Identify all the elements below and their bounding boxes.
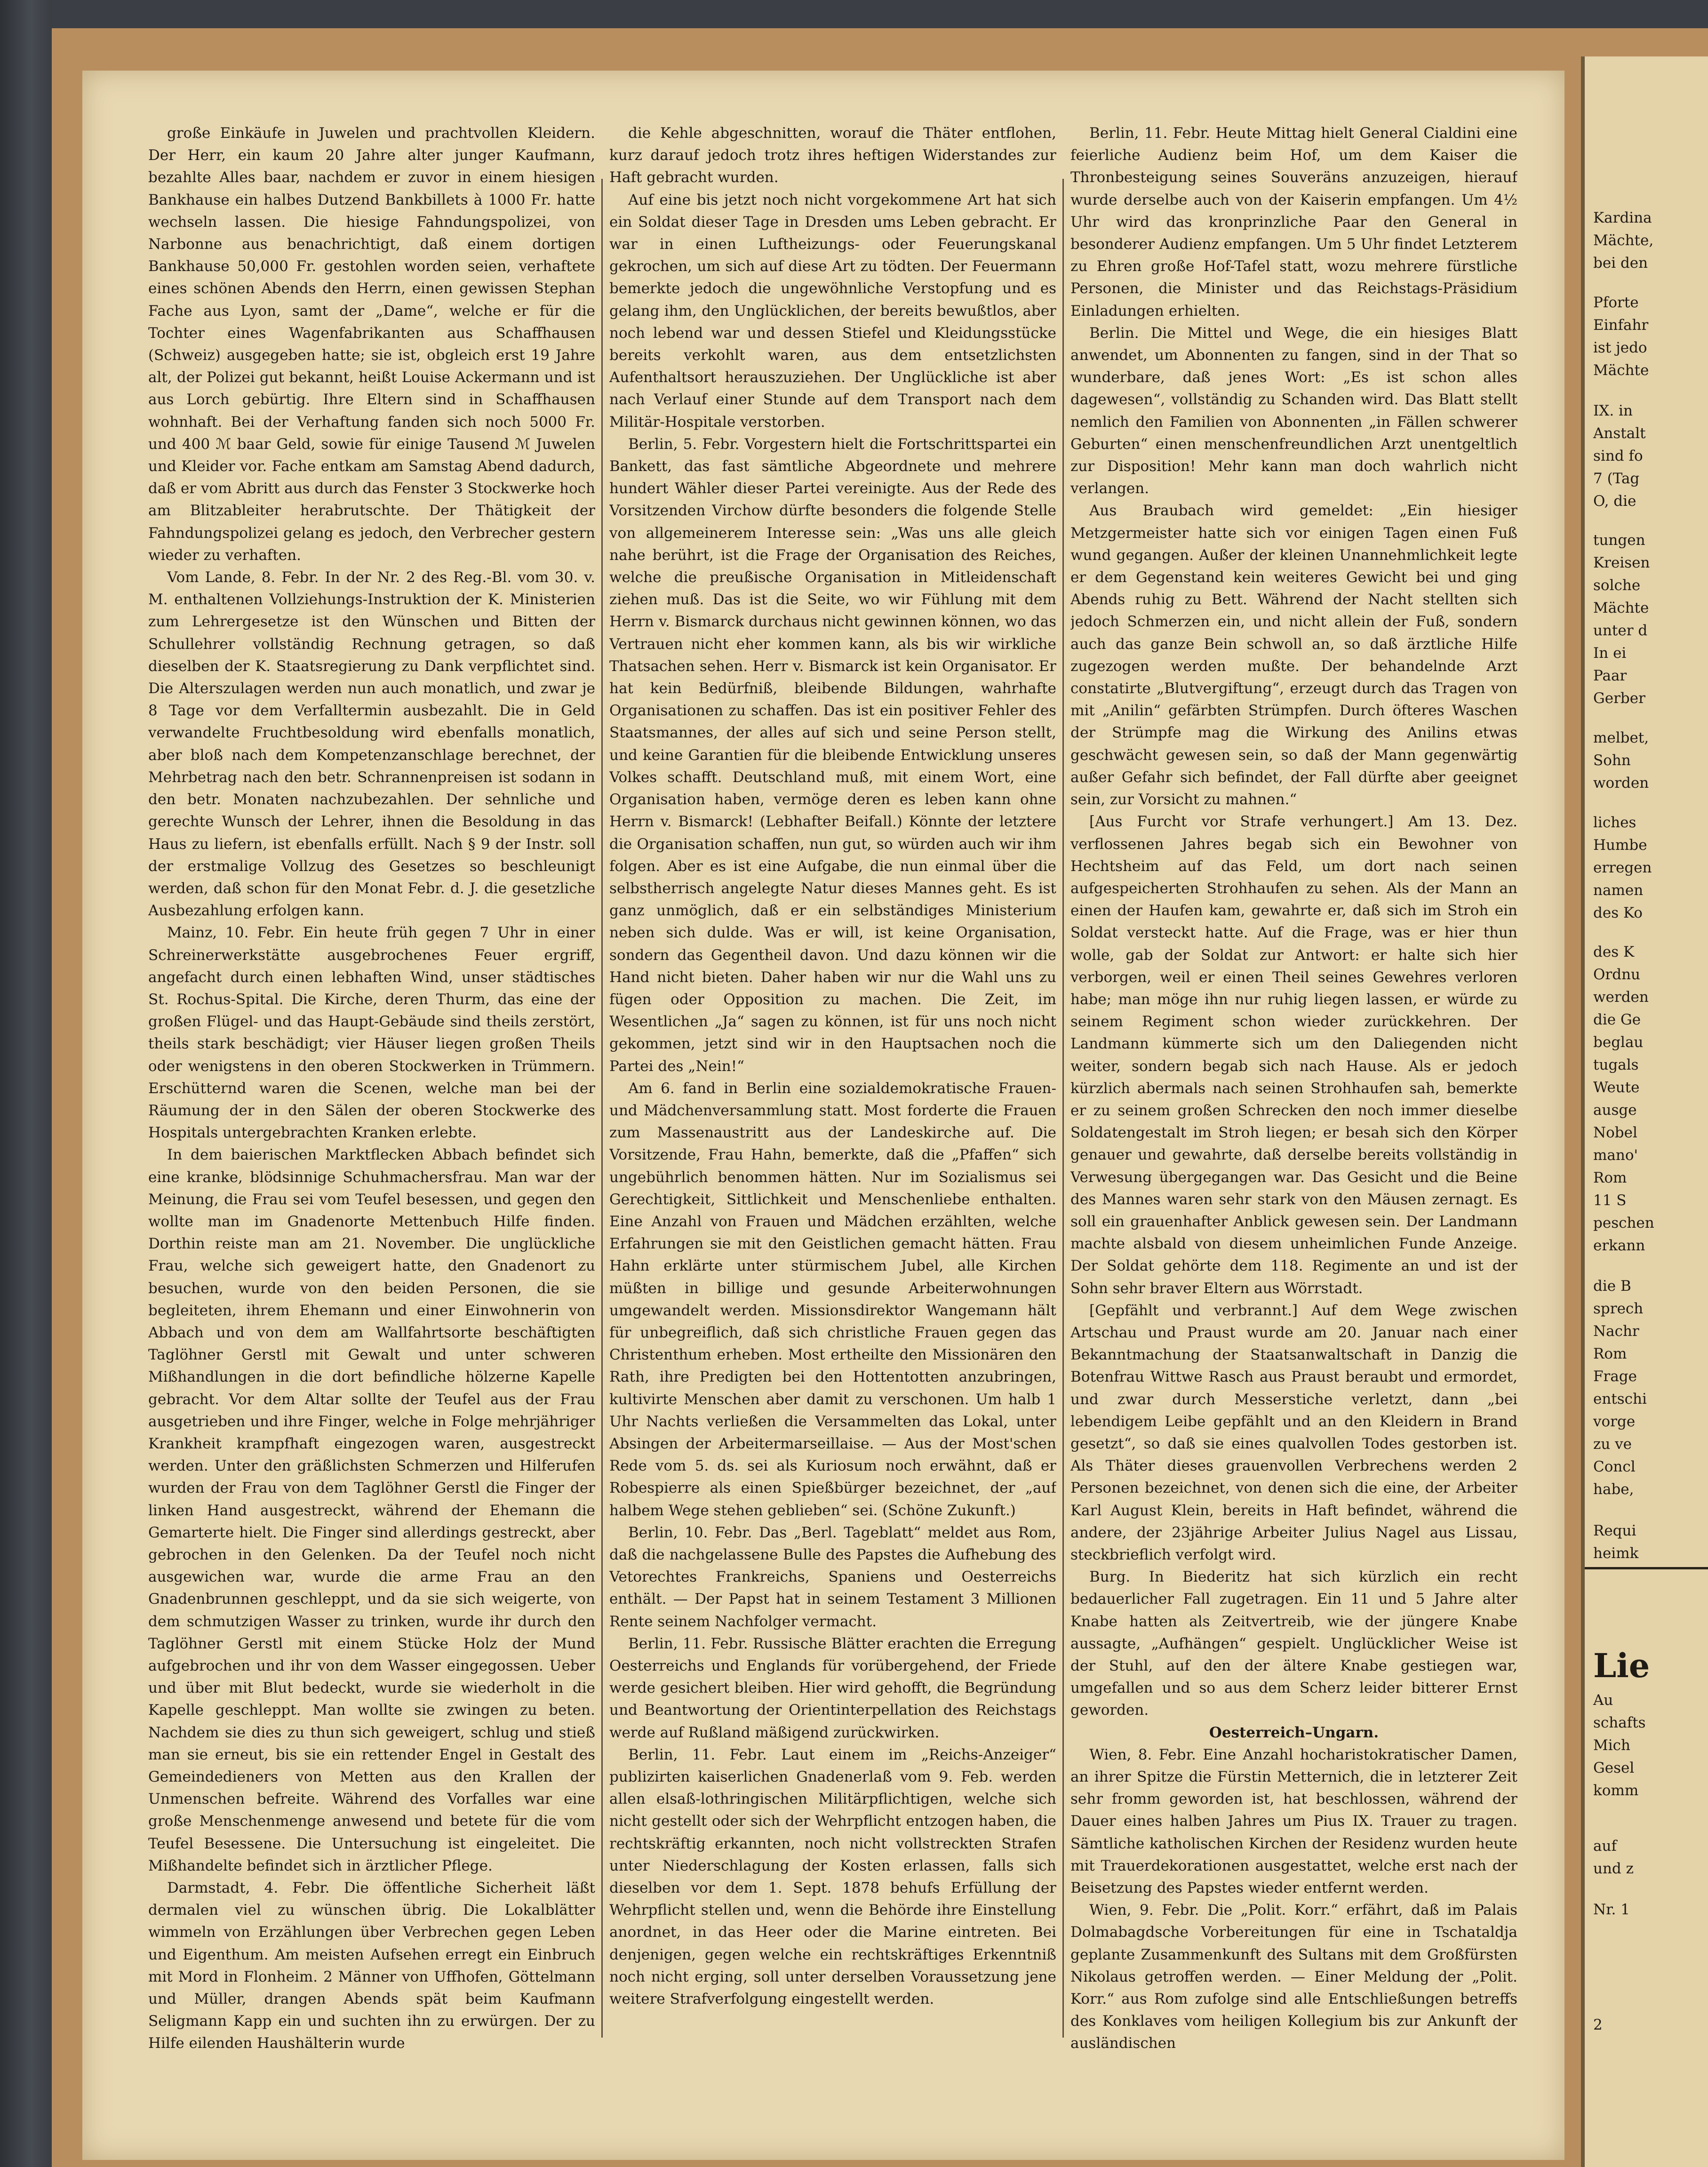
next-page-fragment: O, die [1593, 493, 1636, 510]
article-paragraph: Berlin, 11. Febr. Russische Blätter erachten die Erregung Oesterreichs und Englands für vorübergehend, der Friede werde gesichert bleiben. Hier wird gehofft, die Begründung und Beantwortung der Orientinterpellation des Reichstags werde auf Rußland mäßigend zurückwirken. [609, 1635, 1056, 1741]
next-page-rule [1585, 1567, 1708, 1569]
column-1 [148, 122, 595, 2075]
next-page-fragment: sind fo [1593, 448, 1643, 464]
next-page-fragment: Gesel [1593, 1759, 1635, 1776]
next-page-fragment: Au [1593, 1692, 1613, 1709]
next-page-fragment: und z [1593, 1860, 1634, 1877]
article-paragraph: Vom Lande, 8. Febr. In der Nr. 2 des Reg.-Bl. vom 30. v. M. enthaltenen Vollziehungs-Instruktion der K. Ministerien zum Lehrergesetze ist den Wünschen und Bitten der Schullehrer vollständig Rechnung getragen, so daß dieselben der K. Staatsregierung zu Dank verpflichtet sind. Die Alterszulagen werden nun auch monatlich, und zwar je 8 Tage vor dem Verfalltermin ausbezahlt. Die in Geld verwandelte Fruchtbesoldung wird ebenfalls monatlich, aber bloß nach dem Kompetenzanschlage berechnet, der Mehrbetrag nach den betr. Schrannenpreisen ist sodann in den betr. Monaten nachzubezahlen. Der sehnliche und gerechte Wunsch der Lehrer, ihnen die Besoldung in das Haus zu liefern, ist ebenfalls erfüllt. Nach § 9 der Instr. soll der erstmalige Vollzug des Gesetzes so beschleunigt werden, daß schon für den Monat Febr. d. J. die gesetzliche Ausbezahlung erfolgen kann. [148, 569, 595, 920]
next-page-fragment: Weute [1593, 1079, 1640, 1096]
next-page-fragment: Frage [1593, 1368, 1637, 1385]
article-paragraph: Berlin. Die Mittel und Wege, die ein hiesiges Blatt anwendet, um Abonnenten zu fangen, sind in der That so wunderbare, daß jenes Wort: „Es ist schon alles dagewesen“, vollständig zu Schanden wird. Das Blatt stellt nemlich den Familien von Abonnenten „in Fällen schwerer Geburten“ einen menschenfreundlichen Arzt unentgeltlich zur Disposition! Mehr kann man doch wahrlich nicht verlangen. [1070, 324, 1517, 497]
next-page-fragment: habe, [1593, 1481, 1634, 1498]
next-page-fragment: melbet, [1593, 729, 1649, 746]
next-page-fragment: Ordnu [1593, 966, 1641, 983]
next-page-fragment: Rom [1593, 1169, 1627, 1186]
next-page-fragment: peschen [1593, 1215, 1654, 1231]
article-paragraph: Burg. In Biederitz hat sich kürzlich ein recht bedauerlicher Fall zugetragen. Ein 11 und 5 Jahre alter Knabe hatten als Zeitvertreib, wie der jüngere Knabe aussagte, „Aufhängen“ gespielt. Unglücklicher Weise ist der Stuhl, auf den der ältere Knabe gestiegen war, umgefallen und so aus dem Scherz leider bitterer Ernst geworden. [1070, 1568, 1517, 1719]
article-paragraph: [Aus Furcht vor Strafe verhungert.] Am 13. Dez. verflossenen Jahres begab sich ein Bewohner von Hechtsheim auf das Feld, um dort nach seinen aufgespeicherten Strohhaufen zu sehen. Als der Mann an einen der Haufen kam, gewahrte er, daß sich im Stroh ein Soldat versteckt hatte. Auf die Frage, was er hier thun wolle, gab der Soldat zur Antwort: er halte sich hier verborgen, weil er einen Theil seines Gewehres verloren habe; man möge ihn nur ruhig liegen lassen, er würde zu seinem Regiment schon wieder zurückkehren. Der Landmann kümmerte sich um den Daliegenden nicht weiter, sondern begab sich nach Hause. Als er jedoch kürzlich abermals nach seinen Strohhaufen sah, bemerkte er zu seinem großen Schrecken den noch immer dieselbe Soldatengestalt im Stroh liegen; er besah sich den Körper genauer und gewahrte, daß derselbe bereits vollständig in Verwesung übergegangen war. Das Gesicht und die Beine des Mannes waren sehr stark von den Mäusen zernagt. Es soll ein grauenhafter Anblick gewesen sein. Der Landmann machte alsbald von diesem unheimlichen Funde Anzeige. Der Soldat gehörte dem 118. Regimente an und ist der Sohn sehr braver Eltern aus Wörrstadt. [1070, 813, 1517, 1297]
next-page-fragment: Einfahr [1593, 317, 1649, 334]
article-paragraph: Mainz, 10. Febr. Ein heute früh gegen 7 Uhr in einer Schreinerwerkstätte ausgebrochenes Feuer ergriff, angefacht durch einen lebhaften Wind, unser städtisches St. Rochus-Spital. Die Kirche, deren Thurm, das eine der großen Flügel- und das Haupt-Gebäude sind theils zerstört, theils stark beschädigt; vier Häuser liegen großen Theils oder wenigstens in den oberen Stockwerken in Trümmern. Erschütternd waren die Scenen, welche man bei der Räumung der in den Sälen der oberen Stockwerke des Hospitals untergebrachten Kranken erlebte. [148, 924, 595, 1142]
article-paragraph: Berlin, 11. Febr. Heute Mittag hielt General Cialdini eine feierliche Audienz beim Hof, um dem Kaiser die Thronbesteigung seines Souveräns anzuzeigen, hierauf wurde derselbe auch von der Kaiserin empfangen. Um 4½ Uhr wird das kronprinzliche Paar den General in besonderer Audienz empfangen. Um 5 Uhr findet Letzterem zu Ehren große Hof-Tafel statt, wozu mehrere fürstliche Personen, die Minister und das Reichstags-Präsidium Einladungen erhielten. [1070, 125, 1517, 320]
next-page-fragment: tungen [1593, 532, 1645, 549]
next-page-fragment: solche [1593, 577, 1641, 594]
article-paragraph: große Einkäufe in Juwelen und prachtvollen Kleidern. Der Herr, ein kaum 20 Jahre alter junger Kaufmann, bezahlte Alles baar, nachdem er zuvor in einem hiesigen Bankhause ein halbes Dutzend Bankbillets à 1000 Fr. hatte wechseln lassen. Die hiesige Fahndungspolizei, von Narbonne aus benachrichtigt, daß einem dortigen Bankhause 50,000 Fr. gestohlen worden seien, verhaftete eines schönen Abends den Herrn, einen gewissen Stephan Fache aus Lyon, samt der „Dame“, welche er für die Tochter eines Wagenfabrikanten aus Schaffhausen (Schweiz) ausgegeben hatte; sie ist, obgleich erst 19 Jahre alt, der Polizei gut bekannt, heißt Louise Ackermann und ist aus Lorch gebürtig. Ihre Eltern sind in Schaffhausen wohnhaft. Bei der Verhaftung fanden sich noch 5000 Fr. und 400 ℳ baar Geld, sowie für einige Tausend ℳ Juwelen und Kleider vor. Fache entkam am Samstag Abend dadurch, daß er vom Abritt aus durch das Fenster 3 Stockwerke hoch am Blitzableiter herabrutschte. Der Thätigkeit der Fahndungspolizei gelang es jedoch, den Verbrecher gestern wieder zu verhaften. [148, 125, 595, 564]
next-page-fragment: werden [1593, 989, 1649, 1006]
next-page-fragment: schafts [1593, 1714, 1646, 1731]
next-page-fragment: Mächte [1593, 362, 1649, 379]
next-page-fragment: erkann [1593, 1237, 1645, 1254]
article-paragraph: Berlin, 5. Febr. Vorgestern hielt die Fortschrittspartei ein Bankett, das fast sämtliche Abgeordnete und mehrere hundert Wähler dieser Partei vereinigte. Aus der Rede des Vorsitzenden Virchow dürfte besonders die folgende Stelle von allgemeinerem Interesse sein: „Was uns alle gleich nahe berührt, ist die Frage der Organisation des Reiches, welche die preußische Organisation in Mitleidenschaft ziehen muß. Das ist die Seite, wo wir Fühlung mit dem Herrn v. Bismarck durchaus nicht gewinnen können, wo das Vertrauen nicht eher kommen kann, als bis wir wirkliche Thatsachen sehen. Herr v. Bismarck ist kein Organisator. Er hat kein Bedürfniß, bleibende Bildungen, wahrhafte Organisationen zu schaffen. Das ist ein positiver Fehler des Staatsmannes, der alles auf sich und seine Person stellt, und keine Garantien für die bleibende Entwicklung unseres Volkes schafft. Deutschland muß, mit einem Wort, eine Organisation haben, vermöge deren es leben kann ohne Herrn v. Bismarck! (Lebhafter Beifall.) Könnte der letztere die Organisation schaffen, nun gut, so würden auch wir ihm folgen. Aber es ist eine Aufgabe, die nun einmal über die selbstherrisch angelegte Natur dieses Mannes geht. Es ist ganz unmöglich, daß er ein selbständiges Ministerium neben sich dulde. Was er will, ist keine Organisation, sondern das Gegentheil davon. Und dazu können wir die Hand nicht bieten. Daher haben wir nur die Wahl uns zu fügen oder Opposition zu machen. Die Zeit, im Wesentlichen „Ja“ sagen zu können, ist für uns noch nicht gekommen, jetzt sind wir in den Hauptsachen noch die Partei des „Nein!“ [609, 435, 1056, 1075]
next-page-fragment: Mächte [1593, 600, 1649, 616]
article-paragraph: Am 6. fand in Berlin eine sozialdemokratische Frauen- und Mädchenversammlung statt. Most forderte die Frauen zum Massenaustritt aus der Landeskirche auf. Die Vorsitzende, Frau Hahn, bemerkte, daß die „Pfaffen“ sich ungebührlich benommen hätten. Nur im Sozialismus sei Gerechtigkeit, Sittlichkeit und Menschenliebe enthalten. Eine Anzahl von Frauen und Mädchen erzählten, welche Erfahrungen sie mit den Geistlichen gemacht hätten. Frau Hahn erklärte unter stürmischem Jubel, alle Kirchen müßten in billige und gesunde Arbeiterwohnungen umgewandelt werden. Missionsdirektor Wangemann hält für unbegreiflich, daß sich christliche Frauen gegen das Christenthum erheben. Most ertheilte den Missionären den Rath, ihre Predigten bei den Hottentotten anzubringen, kultivirte Menschen aber damit zu verschonen. Um halb 1 Uhr Nachts verließen die Versammelten das Lokal, unter Absingen der Arbeitermarseillaise. — Aus der Most'schen Rede vom 5. ds. sei als Kuriosum noch erwähnt, daß er Robespierre als einen Spießbürger bezeichnet, der „auf halbem Wege stehen geblieben“ sei. (Schöne Zukunft.) [609, 1080, 1056, 1519]
next-page-fragment: Gerber [1593, 690, 1645, 707]
article-paragraph: Wien, 8. Febr. Eine Anzahl hocharistokratischer Damen, an ihrer Spitze die Fürstin Metternich, die in letzterer Zeit sehr fromm geworden ist, hat beschlossen, während der Dauer eines halben Jahres um Pius IX. Trauer zu tragen. Sämtliche katholischen Kirchen der Residenz wurden heute mit Trauerdekorationen ausgestattet, welche erst nach der Beisetzung des Papstes wieder entfernt werden. [1070, 1746, 1517, 1897]
next-page-fragment: worden [1593, 775, 1649, 792]
article-paragraph: [Gepfählt und verbrannt.] Auf dem Wege zwischen Artschau und Praust wurde am 20. Januar nach einer Bekanntmachung der Staatsanwaltschaft in Danzig die Botenfrau Wittwe Rasch aus Praust beraubt und ermordet, und zwar durch Messerstiche verletzt, dann „bei lebendigem Leibe gepfählt und an den Kleidern in Brand gesetzt“, so daß sie eines qualvollen Todes gestorben ist. Als Thäter dieses grauenvollen Verbrechens werden 2 Personen bezeichnet, von denen sich die eine, der Arbeiter Karl August Klein, bereits in Haft befindet, während die andere, der 23jährige Arbeiter Julius Nagel aus Lissau, steckbrieflich verfolgt wird. [1070, 1302, 1517, 1563]
next-page-fragment: liches [1593, 814, 1636, 831]
article-paragraph: Wien, 9. Febr. Die „Polit. Korr.“ erfährt, daß im Palais Dolmabagdsche Vorbereitungen für eine in Tschataldja geplante Zusammenkunft des Sultans mit dem Großfürsten Nikolaus getroffen werden. — Einer Meldung der „Polit. Korr.“ aus Rom zufolge sind alle Entschließungen betreffs des Konklaves vom heiligen Kollegium bis zur Ankunft der ausländischen [1070, 1902, 1517, 2052]
next-page-fragment: Rom [1593, 1345, 1627, 1362]
column-divider-2 [1062, 179, 1064, 2038]
next-page-fragment: Mächte, [1593, 232, 1654, 249]
next-page-fragment: auf [1593, 1838, 1617, 1855]
next-page-fragment: In ei [1593, 645, 1627, 662]
article-paragraph: In dem baierischen Marktflecken Abbach befindet sich eine kranke, blödsinnige Schuhmachersfrau. Man war der Meinung, die Frau sei vom Teufel besessen, und gegen den wollte man im Gnadenorte Mettenbuch Hilfe finden. Dorthin reiste man am 21. November. Die unglückliche Frau, welche sich geweigert hatte, den Gnadenort zu besuchen, wurde von den beiden Personen, die sie begleiteten, ihrem Ehemann und einer Einwohnerin von Abbach und von dem am Wallfahrtsorte beschäftigten Taglöhner Gerstl mit Gewalt und unter schweren Mißhandlungen in die dort befindliche hölzerne Kapelle gebracht. Vor dem Altar sollte der Teufel aus der Frau ausgetrieben und ihre Finger, welche in Folge mehrjähriger Krankheit krampfhaft eingezogen waren, ausgestreckt werden. Unter den gräßlichsten Schmerzen und Hilferufen wurden der Frau von dem Taglöhner Gerstl die Finger der linken Hand ausgestreckt, während der Ehemann die Gemarterte hielt. Die Finger sind allerdings gestreckt, aber gebrochen in den Gelenken. Da der Teufel noch nicht ausgewichen war, wurde die arme Frau an den Gnadenbrunnen geschleppt, und da sie sich weigerte, von dem schmutzigen Wasser zu trinken, wurde ihr durch den Taglöhner Gerstl mit einem Stücke Holz der Mund aufgebrochen und ihr von dem Wasser eingegossen. Ueber und über mit Blut bedeckt, wurde sie wiederholt in die Kapelle geschleppt. Man wollte sie zwingen zu beten. Nachdem sie dies zu thun sich geweigert, schlug und stieß man sie erneut, bis sie ein rettender Engel in Gestalt des Gemeindedieners von Metten aus den Krallen der Unmenschen befreite. Während des Vorfalles war eine große Menschenmenge anwesend und betete für die vom Teufel Besessene. Die Untersuchung ist eingeleitet. Die Mißhandelte befindet sich in ärztlicher Pflege. [148, 1146, 595, 1874]
next-page-fragment: IX. in [1593, 402, 1633, 419]
next-page-fragment: beglau [1593, 1034, 1644, 1051]
next-page-fragment: Nachr [1593, 1323, 1639, 1340]
next-page-fragment: ausge [1593, 1102, 1637, 1119]
article-paragraph: Auf eine bis jetzt noch nicht vorgekommene Art hat sich ein Soldat dieser Tage in Dresden ums Leben gebracht. Er war in einen Luftheizungs- oder Feuerungskanal gekrochen, um sich auf diese Art zu tödten. Der Feuermann bemerkte jedoch die ungewöhnliche Verstopfung und es gelang ihm, den Unglücklichen, der bereits bewußtlos, aber noch lebend war und dessen Stiefel und Kleidungsstücke bereits verkohlt waren, aus dem entsetzlichsten Aufenthaltsort herauszuziehen. Der Unglückliche ist aber nach Verlauf einer Stunde auf dem Transport nach dem Militär-Hospitale verstorben. [609, 191, 1056, 431]
next-page-fragment: Sohn [1593, 752, 1631, 769]
next-page-fragment: vorge [1593, 1413, 1636, 1430]
next-page-fragment: Concl [1593, 1458, 1636, 1475]
article-paragraph: Oesterreich–Ungarn. [1209, 1724, 1379, 1741]
next-page-fragment: mano' [1593, 1147, 1638, 1164]
next-page-fragment: des K [1593, 944, 1635, 960]
next-page-fragment: entschi [1593, 1391, 1647, 1407]
next-page-fragment: komm [1593, 1782, 1639, 1799]
article-paragraph: Berlin, 11. Febr. Laut einem im „Reichs-Anzeiger“ publizirten kaiserlichen Gnadenerlaß vom 9. Feb. werden allen elsaß-lothringischen Militärpflichtigen, welche sich nicht gestellt oder sich der Wehrpflicht entzogen haben, die rechtskräftig erkannten, noch nicht vollstreckten Strafen unter Niederschlagung der Kosten erlassen, falls sich dieselben vor dem 1. Sept. 1878 behufs Erfüllung der Wehrpflicht stellen und, wenn die Behörde ihre Einstellung anordnet, in das Heer oder die Marine eintreten. Bei denjenigen, gegen welche ein rechtskräftiges Erkenntniß noch nicht erging, soll unter derselben Voraussetzung jene weitere Strafverfolgung eingestellt werden. [609, 1746, 1056, 2008]
next-page-fragment: 2 [1593, 2016, 1603, 2033]
next-page-fragment: sprech [1593, 1300, 1644, 1317]
article-paragraph: Aus Braubach wird gemeldet: „Ein hiesiger Metzgermeister hatte sich vor einigen Tagen einen Fuß wund gegangen. Außer der kleinen Unannehmlichkeit legte er dem Gegenstand kein weiteres Gewicht bei und ging Abends ruhig zu Bett. Während der Nacht stellten sich jedoch Schmerzen ein, und nicht allein der Fuß, sondern auch das ganze Bein schwoll an, so daß ärztliche Hilfe zugezogen werden mußte. Der behandelnde Arzt constatirte „Blutvergiftung“, erzeugt durch das Tragen von mit „Anilin“ gefärbten Strümpfen. Durch öfteres Waschen der Strümpfe mag die Wirkung des Anilins etwas geschwächt gewesen sein, so daß der Mann gegenwärtig außer Gefahr sich befindet, der Fall dürfte aber geeignet sein, zur Vorsicht zu mahnen.“ [1070, 502, 1517, 808]
next-page-fragment: tugals [1593, 1056, 1639, 1073]
next-page-edge [1581, 56, 1708, 2167]
next-page-fragment: 11 S [1593, 1192, 1627, 1209]
next-page-fragment: heimk [1593, 1545, 1639, 1562]
next-page-fragment: Nobel [1593, 1124, 1637, 1141]
column-divider-1 [601, 179, 603, 2038]
next-page-fragment: Nr. 1 [1593, 1901, 1630, 1918]
next-page-fragment: Requi [1593, 1522, 1636, 1539]
next-page-fragment: des Ko [1593, 904, 1643, 921]
next-page-fragment: zu ve [1593, 1436, 1632, 1453]
next-page-fragment: die Ge [1593, 1011, 1641, 1028]
next-page-fragment: Mich [1593, 1737, 1630, 1754]
next-page-fragment: Pforte [1593, 294, 1639, 311]
next-page-fragment: unter d [1593, 622, 1648, 639]
next-page-fragment: erregen [1593, 859, 1652, 876]
next-page-fragment: 7 (Tag [1593, 470, 1640, 487]
column-3 [1070, 122, 1517, 2075]
column-2 [609, 122, 1056, 2075]
next-page-fragment: Lie [1593, 1646, 1650, 1685]
next-page-fragment: ist jedo [1593, 339, 1647, 356]
next-page-fragment: Kreisen [1593, 554, 1650, 571]
article-paragraph: Darmstadt, 4. Febr. Die öffentliche Sicherheit läßt dermalen viel zu wünschen übrig. Die Lokalblätter wimmeln von Erzählungen über Verbrechen gegen Leben und Eigenthum. Am meisten Aufsehen erregt ein Einbruch mit Mord in Flonheim. 2 Männer von Uffhofen, Göttelmann und Müller, drangen Abends spät beim Kaufmann Seligmann Kapp ein und suchten ihn zu erwürgen. Der zu Hilfe eilenden Haushälterin wurde [148, 1879, 595, 2052]
next-page-fragment: Paar [1593, 667, 1627, 684]
next-page-fragment: die B [1593, 1278, 1631, 1295]
article-paragraph: die Kehle abgeschnitten, worauf die Thäter entflohen, kurz darauf jedoch trotz ihres heftigen Widerstandes zur Haft gebracht wurden. [609, 125, 1056, 186]
next-page-fragment: namen [1593, 882, 1644, 899]
book-spine [0, 0, 52, 2167]
next-page-fragment: bei den [1593, 255, 1648, 272]
article-paragraph: Berlin, 10. Febr. Das „Berl. Tageblatt“ meldet aus Rom, daß die nachgelassene Bulle des Papstes die Aufhebung des Vetorechtes Frankreichs, Spaniens und Oesterreichs enthält. — Der Papst hat in seinem Testament 3 Millionen Rente seinem Nachfolger vermacht. [609, 1524, 1056, 1630]
next-page-fragment: Kardina [1593, 209, 1652, 226]
next-page-fragment: Anstalt [1593, 425, 1646, 442]
next-page-fragment: Humbe [1593, 837, 1647, 854]
